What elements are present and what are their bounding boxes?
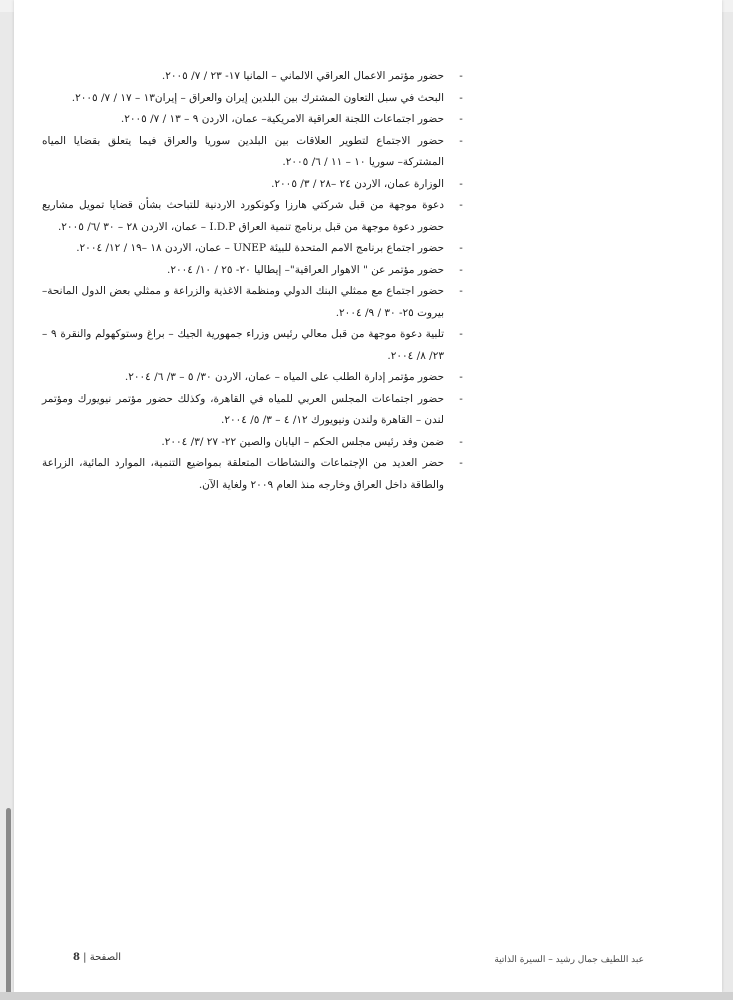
bullet-dash: - xyxy=(459,113,463,125)
bullet-dash: - xyxy=(459,91,463,104)
list-item-text: حضور مؤتمر الاعمال العراقي الالماني – المانيا ١٧- ٢٣ / ٧/ ٢٠٠٥. xyxy=(161,70,444,82)
list-item xyxy=(42,389,466,432)
list-item xyxy=(42,453,466,496)
list-item-text: ضمن وفد رئيس مجلس الحكم – اليابان والصين ٢٢- ٢٧ /٣/ ٢٠٠٤. xyxy=(161,435,444,448)
list-item-text: حضور اجتماع برنامج الامم المتحدة للبيئة UNEP – عمان، الاردن ١٨ –١٩ / ١٢/ ٢٠٠٤. xyxy=(76,242,444,254)
list-item-text: حضور اجتماعات المجلس العربي للمياه في القاهرة، وكذلك حضور مؤتمر نيويورك ومؤتمر لندن – القاهرة ولندن ونيويورك ١٢/ ٤ – ٣/ ٥/ ٢٠٠٤. xyxy=(42,392,444,426)
author-footer: عبد اللطيف جمال رشيد – السيرة الذاتية xyxy=(494,955,644,965)
document-page xyxy=(14,0,722,992)
bullet-dash: - xyxy=(459,242,463,254)
bullet-dash: - xyxy=(459,457,463,469)
list-item-text: حضور اجتماع مع ممثلي البنك الدولي ومنظمة الاغذية والزراعة و ممثلي بعض الدول المانحة– بيروت ٢٥- ٣٠ / ٩/ ٢٠٠٤. xyxy=(42,285,444,319)
bullet-dash: - xyxy=(459,199,463,211)
bullet-dash: - xyxy=(459,371,463,383)
activities-list xyxy=(42,66,466,496)
list-item xyxy=(42,174,466,196)
bullet-dash: - xyxy=(459,134,463,147)
bullet-dash: - xyxy=(459,177,463,190)
page-number: 8 xyxy=(73,952,80,963)
bottom-bar xyxy=(0,992,733,1000)
list-item xyxy=(42,367,466,389)
list-item xyxy=(42,109,466,131)
list-item-text: دعوة موجهة من قبل شركتي هارزا وكونكورد الاردنية للتباحث بشأن قضايا تمويل مشاريع حضور دعوة موجهة من قبل برنامج تنمية العراق I.D.P – عمان، الاردن ٢٨ – ٣٠ /٦/ ٢٠٠٥. xyxy=(42,199,444,233)
list-item xyxy=(42,324,466,367)
scrollbar-thumb[interactable] xyxy=(6,808,11,994)
page-number-footer xyxy=(73,952,121,963)
list-item-text: حضر العديد من الإجتماعات والنشاطات المتعلقة بمواضيع التنمية، الموارد المائية، الزراعة والطاقة داخل العراق وخارجه منذ العام ٢٠٠٩ ولغاية الآن. xyxy=(42,457,444,491)
list-item xyxy=(42,131,466,174)
list-item-text: حضور الاجتماع لتطوير العلاقات بين البلدين سوريا والعراق فيما يتعلق بقضايا المياه المشتركة– سوريا ١٠ – ١١ / ٦/ ٢٠٠٥. xyxy=(42,134,444,168)
list-item-text: حضور مؤتمر عن " الاهوار العراقية"– إيطاليا ٢٠- ٢٥ / ١٠/ ٢٠٠٤. xyxy=(167,263,444,276)
list-item xyxy=(42,260,466,282)
list-item-text: حضور اجتماعات اللجنة العراقية الامريكية– عمان، الاردن ٩ – ١٣ / ٧/ ٢٠٠٥. xyxy=(120,113,444,125)
list-item xyxy=(42,88,466,110)
list-item-text: حضور مؤتمر إدارة الطلب على المياه – عمان، الاردن ٣٠/ ٥ – ٣/ ٦/ ٢٠٠٤. xyxy=(124,371,444,383)
list-item xyxy=(42,238,466,260)
bullet-dash: - xyxy=(459,70,463,82)
bullet-dash: - xyxy=(459,285,463,297)
list-item xyxy=(42,432,466,454)
list-item-text: الوزارة عمان، الاردن ٢٤ –٢٨ / ٣/ ٢٠٠٥. xyxy=(271,177,444,190)
list-item xyxy=(42,281,466,324)
bullet-dash: - xyxy=(459,392,463,405)
list-item xyxy=(42,195,466,238)
list-item-text: البحث في سبل التعاون المشترك بين البلدين إيران والعراق – إيران١٣ – ١٧ / ٧/ ٢٠٠٥. xyxy=(71,91,444,104)
page-label: الصفحة | xyxy=(83,952,122,963)
list-item-text: تلبية دعوة موجهة من قبل معالي رئيس وزراء جمهورية الجيك – براغ وستوكهولم والنقرة ٩ – ٢٣/ ٨/ ٢٠٠٤. xyxy=(42,328,445,362)
list-item xyxy=(42,66,466,88)
bullet-dash: - xyxy=(459,328,463,340)
bullet-dash: - xyxy=(459,435,463,448)
bullet-dash: - xyxy=(459,263,463,276)
